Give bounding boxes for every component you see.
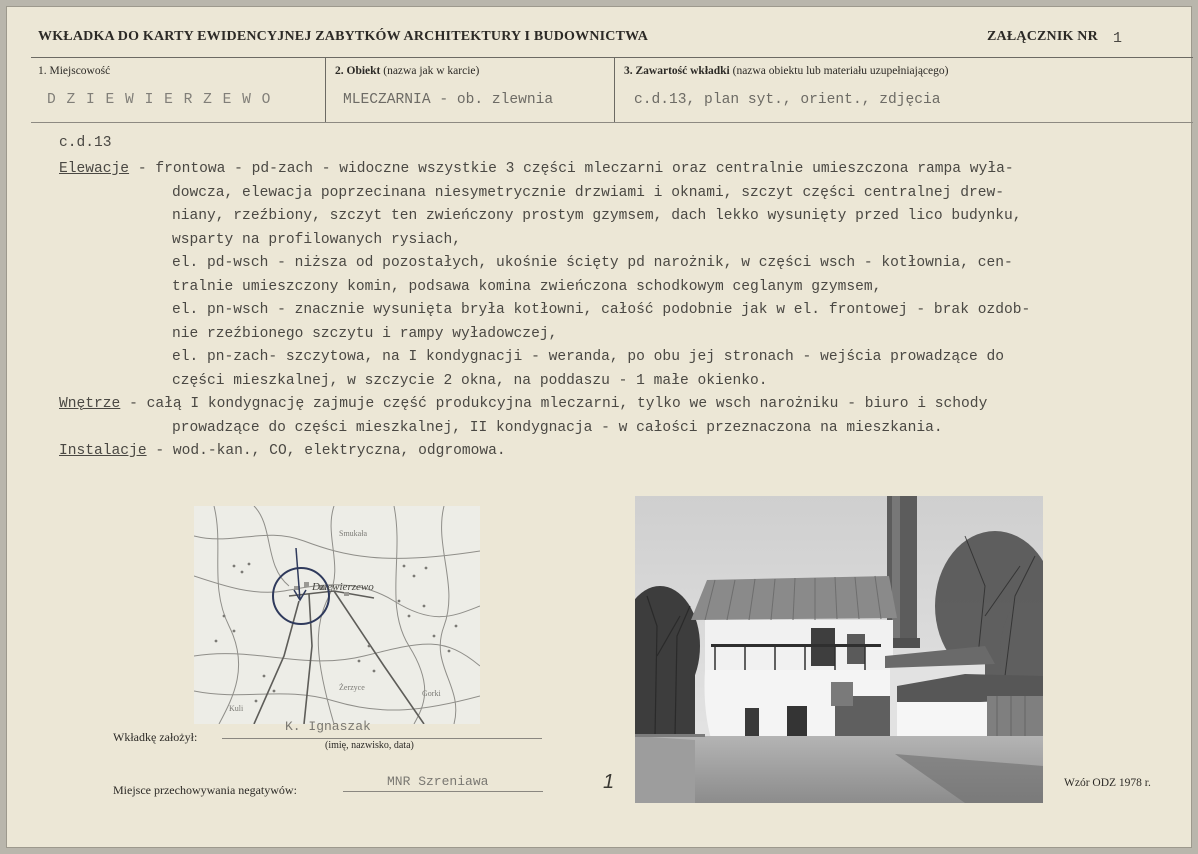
inventory-card <box>6 6 1192 848</box>
wnetrze-line-1: Wnętrze - całą I kondygnację zajmuje część produkcyjna mleczarni, tylko we wsch narożniku - biuro i schody <box>59 396 988 412</box>
negatives-label: Miejsce przechowywania negatywów: <box>113 783 297 797</box>
building-photo <box>635 496 1043 803</box>
author-label: Wkładkę założył: <box>113 730 198 744</box>
map-graphic <box>194 506 480 724</box>
negatives-value: MNR Szreniawa <box>387 774 489 789</box>
elewacje-line-8: nie rzeźbionego szczytu i rampy wyładowczej, <box>172 325 558 342</box>
page-number: 1 <box>603 771 615 793</box>
place-label: 1. Miejscowość <box>38 65 111 77</box>
elewacje-heading: Elewacje <box>59 161 130 177</box>
elewacje-line-10: części mieszkalnej, w szczycie 2 okna, na poddaszu - 1 małe okienko. <box>172 372 768 389</box>
place-value: D Z I E W I E R Z E W O <box>47 92 272 108</box>
elewacje-line-3: niany, rzeźbiony, szczyt ten zwieńczony prostym gzymsem, dach lekko wysunięty przed lico budynku, <box>172 208 1022 224</box>
instalacje-heading: Instalacje <box>59 443 147 459</box>
cd-number: c.d.13 <box>59 135 112 151</box>
object-label <box>335 65 479 77</box>
negatives-line <box>343 791 543 792</box>
elewacje-line-9: el. pn-zach- szczytowa, na I kondygnacji - weranda, po obu jej stronach - wejścia prowadzące do <box>172 349 1004 365</box>
elewacje-line-1: Elewacje - frontowa - pd-zach - widoczne wszystkie 3 części mleczarni oraz centralnie umieszczona rampa wyła- <box>59 161 1014 177</box>
content-value: c.d.13, plan syt., orient., zdjęcia <box>634 92 941 108</box>
content-label-rest: (nazwa obiektu lub materiału uzupełniającego) <box>729 65 949 77</box>
elewacje-line-2: dowcza, elewacja poprzecinana niesymetrycznie drzwiami i oknami, szczyt części centralnej drew- <box>172 184 1004 201</box>
map-label-north: Smukała <box>339 529 367 538</box>
map-place-label: Dziewierzewo <box>312 581 374 593</box>
map-label-east: Gorki <box>422 689 441 698</box>
elewacje-line-6: tralnie umieszczony komin, podsawa komina zwieńczona schodkowym ceglanym gzymsem, <box>172 278 882 295</box>
form-label: Wzór ODZ 1978 r. <box>1064 777 1151 789</box>
author-line <box>222 738 542 739</box>
field-divider <box>614 57 615 123</box>
header-rule <box>31 57 1193 58</box>
object-label-bold: 2. Obiekt <box>335 65 381 77</box>
wnetrze-line-2: prowadzące do części mieszkalnej, II kondygnacja - w całości przeznaczona na mieszkania. <box>172 419 943 436</box>
author-value: K. Ignaszak <box>285 719 371 734</box>
object-value: MLECZARNIA - ob. zlewnia <box>343 92 554 108</box>
instalacje-line: Instalacje - wod.-kan., CO, elektryczna, odgromowa. <box>59 443 506 459</box>
annex-label: ZAŁĄCZNIK NR <box>987 29 1098 44</box>
annex-number: 1 <box>1113 30 1123 47</box>
wnetrze-heading: Wnętrze <box>59 396 121 412</box>
situation-map <box>194 506 480 724</box>
fields-rule <box>31 122 1193 123</box>
map-label-south: Żerzyce <box>339 683 365 692</box>
elewacje-line-4: wsparty na profilowanych rysiach, <box>172 231 462 248</box>
elewacje-line-5: el. pd-wsch - niższa od pozostałych, ukośnie ścięty pd narożnik, w części wsch - kotłownia, cen- <box>172 255 1013 271</box>
field-divider <box>325 57 326 123</box>
elewacje-line-7: el. pn-wsch - znacznie wysunięta bryła kotłowni, całość podobnie jak w el. frontowej - brak ozdob- <box>172 302 1031 318</box>
content-label <box>624 65 948 77</box>
card-title: WKŁADKA DO KARTY EWIDENCYJNEJ ZABYTKÓW ARCHITEKTURY I BUDOWNICTWA <box>38 29 649 44</box>
map-label-west: Kuli <box>229 704 244 713</box>
content-label-bold: 3. Zawartość wkładki <box>624 65 730 77</box>
object-label-rest: (nazwa jak w karcie) <box>380 65 480 77</box>
photo-graphic <box>635 496 1043 803</box>
author-caption: (imię, nazwisko, data) <box>325 740 414 751</box>
